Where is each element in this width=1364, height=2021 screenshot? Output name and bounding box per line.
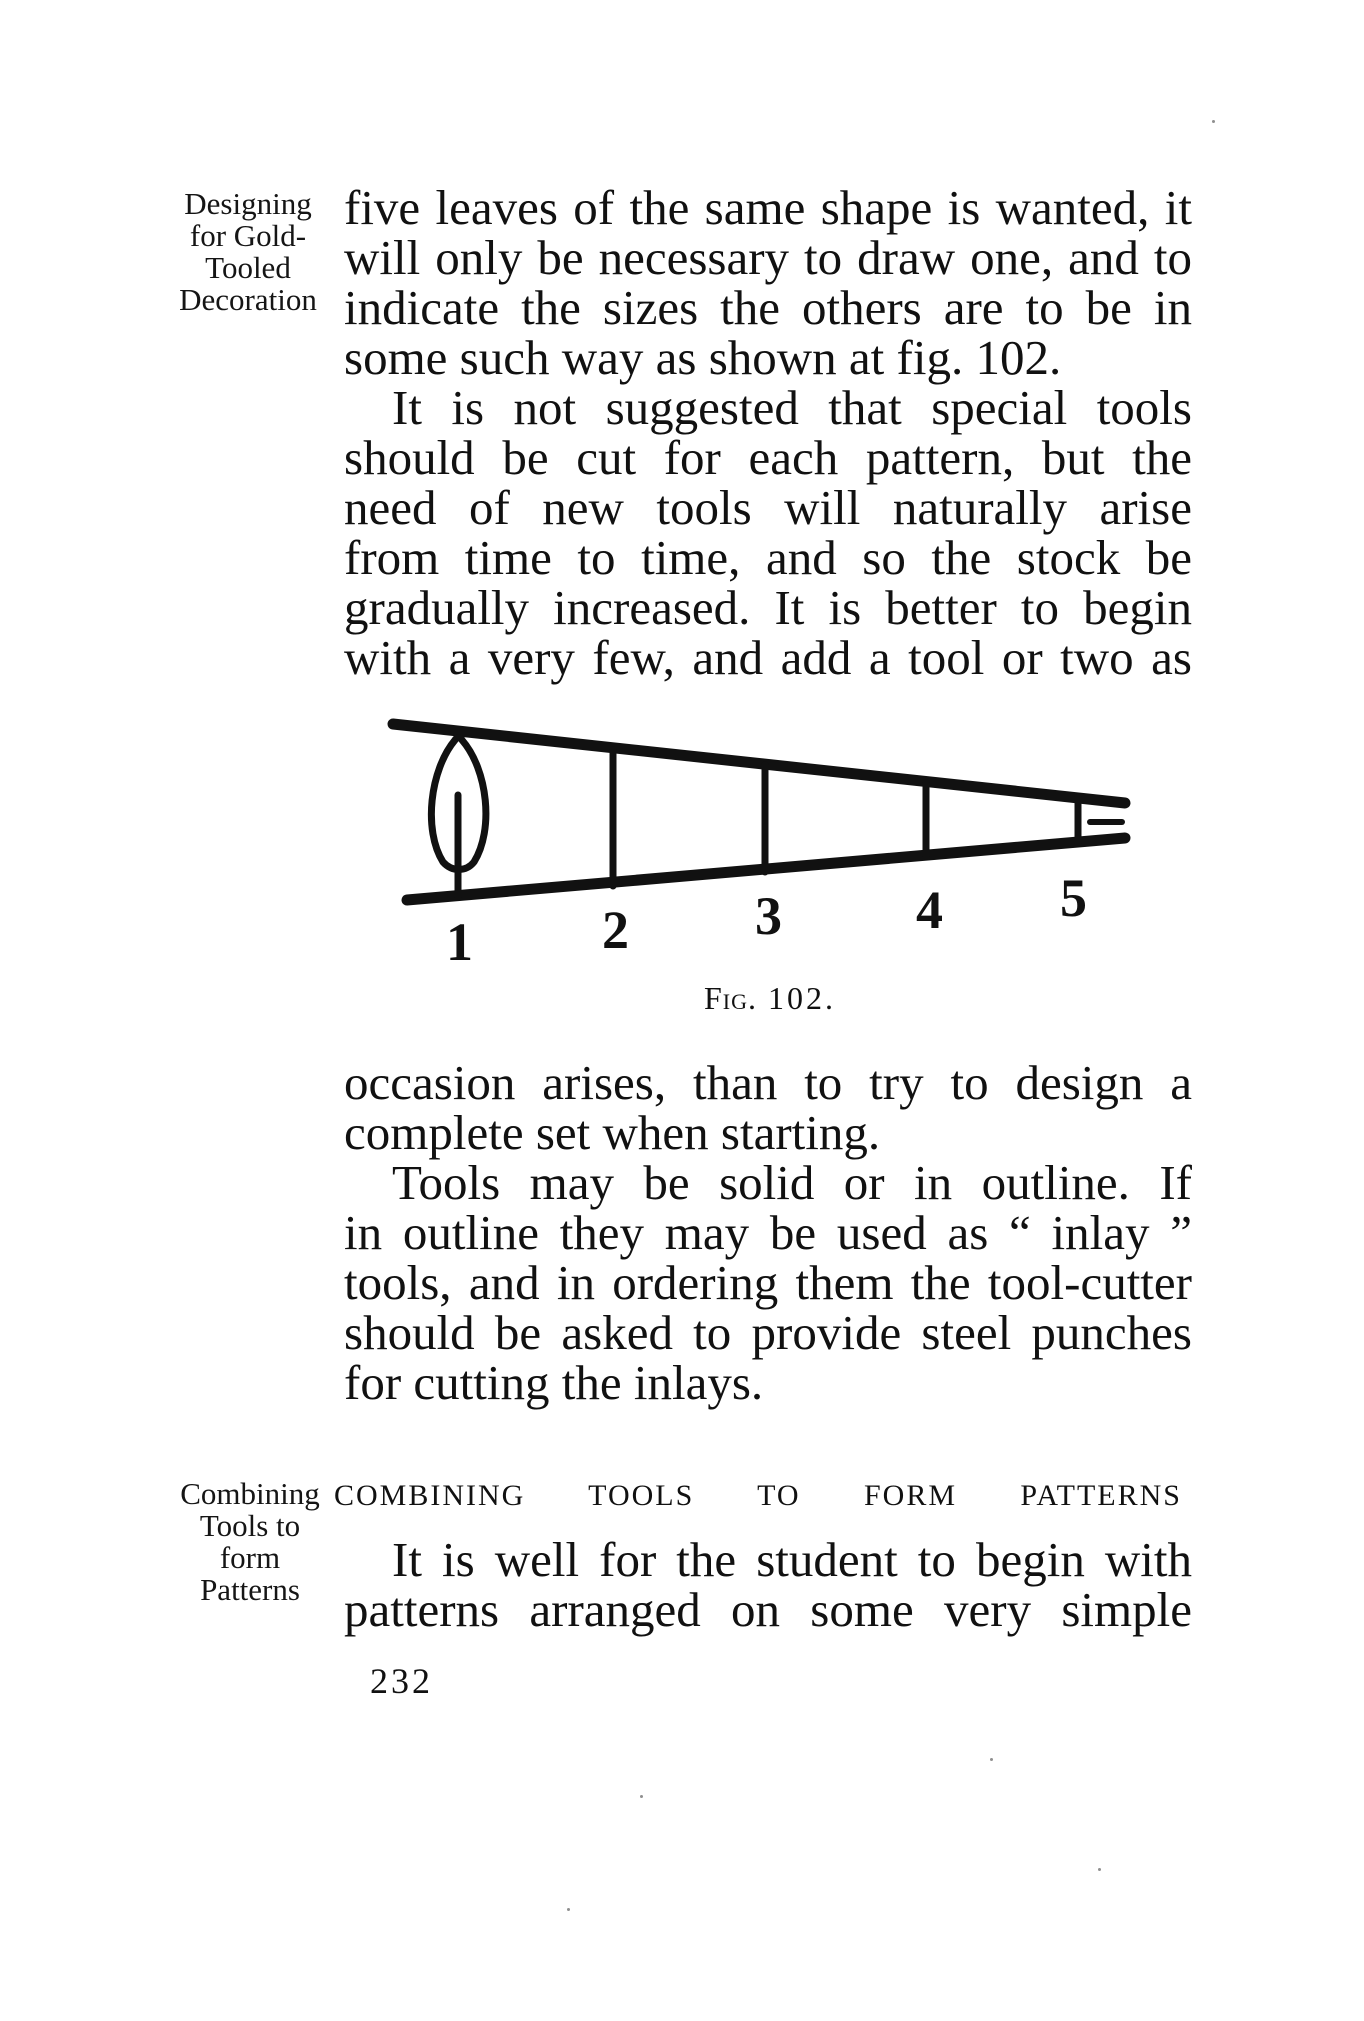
margin-note-line: Decoration	[179, 282, 317, 317]
margin-note-line: Tooled	[205, 250, 291, 285]
figure-top-line	[393, 724, 1125, 803]
text-line: with a very few, and add a tool or two as	[344, 630, 1192, 685]
text-line: should be asked to provide steel punches	[344, 1305, 1192, 1360]
figure-label-3: 3	[755, 886, 782, 946]
text-line: five leaves of the same shape is wanted, it	[344, 180, 1192, 235]
text-line: complete set when starting.	[344, 1105, 881, 1160]
text-line: in outline they may be used as “ inlay ”	[344, 1205, 1192, 1260]
margin-note-line: form	[219, 1540, 281, 1575]
page-number: 232	[370, 1661, 433, 1701]
figure-label-2: 2	[602, 900, 629, 960]
section-heading: COMBINING TOOLS TO FORM PATTERNS	[334, 1479, 1182, 1512]
text-line: from time to time, and so the stock be	[344, 530, 1192, 585]
figure-caption	[620, 978, 920, 1018]
margin-note-line: Tools to	[199, 1508, 301, 1543]
text-line: will only be necessary to draw one, and to	[344, 230, 1192, 285]
text-line: for cutting the inlays.	[344, 1355, 764, 1410]
text-line: patterns arranged on some very simple	[344, 1582, 1192, 1637]
margin-note-line: for Gold-	[189, 218, 307, 253]
text-line: some such way as shown at fig. 102.	[344, 330, 1062, 385]
text-line: It is not suggested that special tools	[392, 380, 1192, 435]
margin-note-combining	[150, 1478, 350, 1606]
text-line: occasion arises, than to try to design a	[344, 1055, 1192, 1110]
scan-speck	[640, 1795, 643, 1798]
text-line: indicate the sizes the others are to be in	[344, 280, 1192, 335]
text-line: need of new tools will naturally arise	[344, 480, 1192, 535]
margin-note-line: Designing	[184, 186, 312, 221]
margin-note-line: Patterns	[200, 1572, 300, 1607]
margin-note-line: Combining	[180, 1476, 320, 1511]
scan-speck	[990, 1758, 993, 1761]
scan-speck	[1098, 1868, 1101, 1871]
scan-speck	[1212, 120, 1215, 123]
figure-label-5: 5	[1060, 868, 1087, 928]
figure-label-4: 4	[916, 880, 943, 940]
text-line: Tools may be solid or in outline. If	[392, 1155, 1192, 1210]
text-line: should be cut for each pattern, but the	[344, 430, 1192, 485]
scan-speck	[567, 1908, 570, 1911]
figure-label-1: 1	[446, 912, 473, 972]
figure-caption-prefix: Fig.	[703, 980, 757, 1016]
text-line: tools, and in ordering them the tool-cutter	[344, 1255, 1192, 1310]
figure-caption-number: 102.	[768, 980, 836, 1016]
text-line: It is well for the student to begin with	[392, 1532, 1192, 1587]
text-line: gradually increased. It is better to begin	[344, 580, 1192, 635]
